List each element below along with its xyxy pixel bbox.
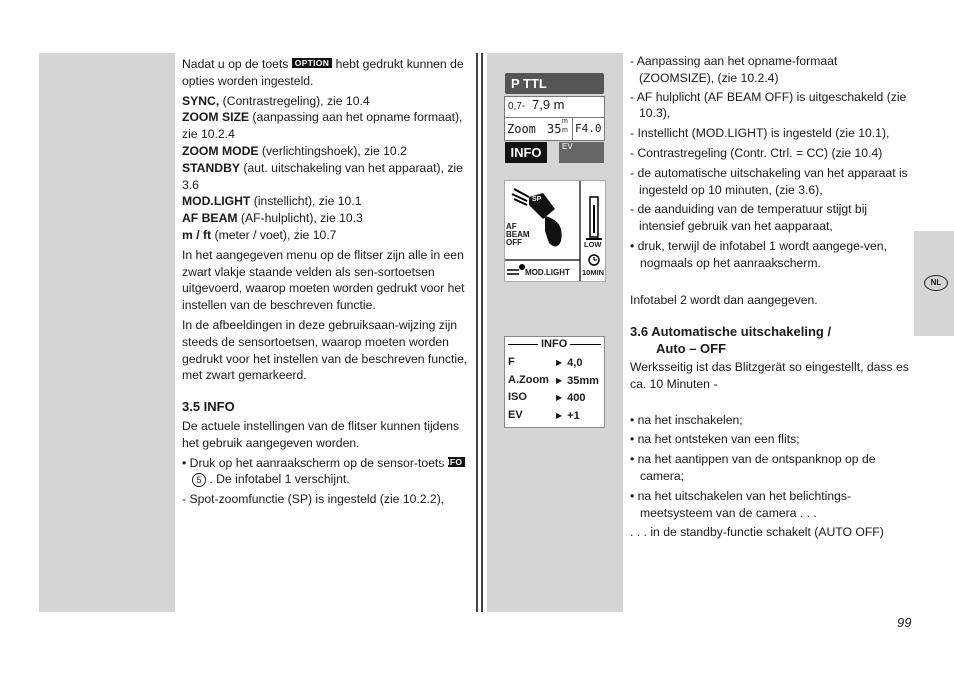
auto-off-conclusion: . . . in de standby-functie schakelt (AUTO OFF)	[630, 525, 884, 540]
low-label: LOW	[584, 240, 602, 249]
auto-off-bullet: • na het inschakelen;	[630, 412, 743, 427]
auto-off-bullet: • na het uitschakelen van het belichtings-meetsysteem van de camera . . .	[630, 488, 852, 520]
info-table	[504, 336, 605, 428]
info-button[interactable]: INFO	[505, 142, 547, 163]
mod-light-icon	[507, 264, 525, 274]
info-dash-item: - Spot-zoomfunctie (SP) is ingesteld (zie 10.2.2),	[182, 492, 445, 507]
dash-item: - Aanpassing aan het opname-formaat (ZOOMSIZE), (zie 10.2.4)	[630, 54, 838, 85]
timer-clock-icon	[589, 255, 599, 265]
press-again-bullet: • druk, terwijl de infotabel 1 wordt aangege-ven, nogmaals op het aanraakscherm.	[630, 238, 887, 270]
info-bullet: • Druk op het aanraakscherm op de sensor-toets INFO 5 . De infotabel 1 verschijnt.	[182, 455, 470, 489]
option-item: ZOOM MODE (verlichtingshoek), zie 10.2	[182, 143, 407, 158]
info-key-badge: INFO	[448, 457, 466, 467]
af-beam-label-1: AF	[506, 222, 517, 231]
left-margin-panel	[39, 53, 175, 612]
callout-number: 5	[192, 473, 206, 487]
option-item: ZOOM SIZE (aanpassing aan het opname formaat), zie 10.2.4	[182, 110, 463, 142]
info-table-row: A.Zoom ▶ 35mm	[508, 372, 602, 389]
illustration-paragraph: In de afbeeldingen in deze gebruiksaan-wijzing zijn steeds de sensortoetsen, waarop moeten worden gedrukt voor het instellen van de beschreven functie, met zwart gemarkeerd.	[182, 317, 468, 383]
dash-item: - Instellicht (MOD.LIGHT) is ingesteld (zie 10.1),	[630, 126, 890, 141]
auto-off-bullet: • na het aantippen van de ontspanknop op de camera;	[630, 452, 876, 483]
zoom-box: Zoom 35 m m	[504, 117, 573, 141]
dash-item: - de aanduiding van de temperatuur stijgt bij intensief gebruik van het aapparaat,	[630, 202, 868, 234]
ev-button[interactable]: EV	[559, 142, 604, 163]
af-beam-label-2: BEAM	[506, 230, 530, 239]
sp-label: SP	[532, 196, 542, 203]
option-item: m / ft (meter / voet), zie 10.7	[182, 227, 337, 242]
temperature-gauge-icon	[586, 197, 602, 239]
info-table-title: INFO	[538, 337, 570, 352]
auto-off-paragraph: Werksseitig ist das Blitzgerät so eingestellt, dass es ca. 10 Minuten -	[630, 359, 909, 391]
mode-bar: P TTL	[505, 73, 604, 94]
dash-item: - AF hulplicht (AF BEAM OFF) is uitgeschakeld (zie 10.3),	[630, 89, 907, 121]
info-table-row: EV ▶ +1	[508, 407, 602, 424]
section-heading-auto-off: 3.6 Automatische uitschakeling /	[630, 324, 832, 340]
right-text-column	[630, 53, 910, 541]
section-heading-auto-off-line2: Auto – OFF	[656, 341, 727, 357]
left-text-column	[182, 56, 470, 508]
language-badge: NL	[924, 275, 948, 291]
aperture-box: F4.0	[572, 117, 605, 141]
dash-item: - Contrastregeling (Contr. Ctrl. = CC) (zie 10.4)	[630, 145, 883, 160]
intro-paragraph: Nadat u op de toets OPTION hebt gedrukt kunnen de opties worden ingesteld.	[182, 57, 464, 88]
auto-off-bullet: • na het ontsteken van een flits;	[630, 432, 800, 447]
info-paragraph: De actuele instellingen van de flitser kunnen tijdens het gebruik aangegeven worden.	[182, 418, 460, 450]
infotab2-note: Infotabel 2 wordt dan aangegeven.	[630, 292, 818, 307]
page-number: 99	[897, 615, 912, 630]
column-divider-right	[481, 53, 483, 612]
timer-label: 10MIN	[582, 268, 605, 277]
distance-box: 0,7- 7,9 m	[504, 96, 605, 118]
option-key-badge: OPTION	[292, 58, 332, 68]
info-table-row: ISO ▶ 400	[508, 389, 602, 406]
status-panel	[504, 180, 606, 282]
dash-item: - de automatische uitschakeling van het apparaat is ingesteld op 10 minuten, (zie 3.6),	[630, 165, 908, 197]
sensor-paragraph: In het aangegeven menu op de flitser zijn alle in een zwart vlakje staande velden als sen-sortoetsen uitgevoerd, waarop moeten worden gedrukt voor het instellen van de beschreven functie.	[182, 247, 465, 313]
option-item: MOD.LIGHT (instellicht), zie 10.1	[182, 194, 362, 209]
mod-light-label: MOD.LIGHT	[525, 268, 570, 277]
column-divider-left	[476, 53, 478, 612]
options-list	[182, 93, 470, 244]
af-beam-label-3: OFF	[506, 238, 522, 247]
section-heading-info: 3.5 INFO	[182, 399, 235, 415]
option-item: STANDBY (aut. uitschakeling van het apparaat), zie 3.6	[182, 160, 463, 192]
info-table-row: F ▶ 4,0	[508, 354, 602, 371]
option-item: SYNC, (Contrastregeling), zie 10.4	[182, 93, 370, 108]
option-item: AF BEAM (AF-hulplicht), zie 10.3	[182, 211, 363, 226]
